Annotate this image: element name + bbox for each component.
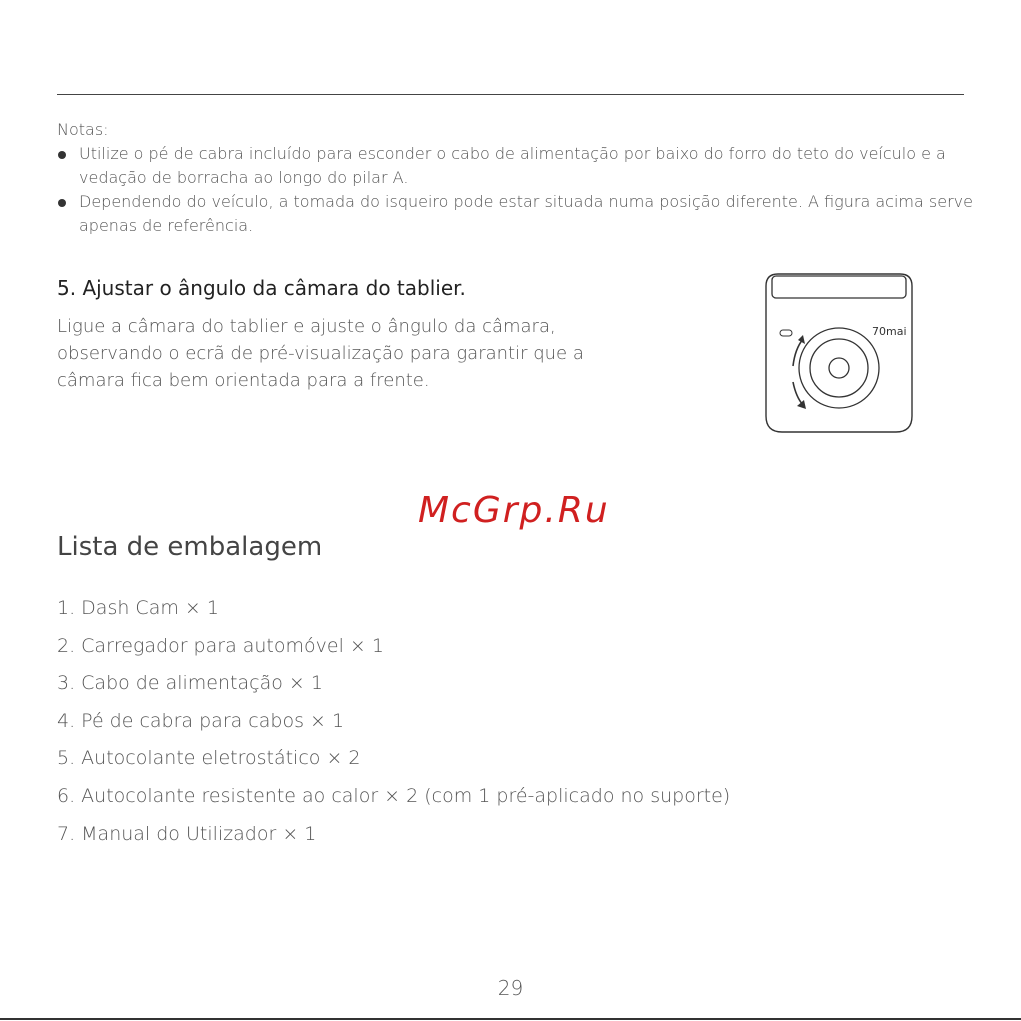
step-title: 5. Ajustar o ângulo da câmara do tablier. <box>57 276 466 300</box>
step-body: Ligue a câmara do tablier e ajuste o ângulo da câmara, observando o ecrã de pré-visualização para garantir que a câmara fica bem orientada para a frente. <box>57 316 584 391</box>
mount-top <box>772 276 906 298</box>
list-item: 4. Pé de cabra para cabos × 1 <box>57 709 345 732</box>
packing-list <box>57 590 730 853</box>
bullet-icon <box>58 151 66 159</box>
lens-middle <box>810 339 868 397</box>
notes-section <box>57 118 977 238</box>
list-item: 3. Cabo de alimentação × 1 <box>57 672 323 695</box>
list-item: 1. Dash Cam × 1 <box>57 597 219 619</box>
list-item: 5. Autocolante eletrostático × 2 <box>57 747 361 770</box>
packing-list-title: Lista de embalagem <box>57 532 323 562</box>
notes-list <box>57 142 977 238</box>
note-text: Utilize o pé de cabra incluído para esconder o cabo de alimentação por baixo do forro do teto do veículo e a vedação de borracha ao longo do pilar A. <box>79 144 946 187</box>
list-item: 6. Autocolante resistente ao calor × 2 (com 1 pré-aplicado no suporte) <box>57 784 731 807</box>
lens-outer <box>799 328 879 408</box>
note-text: Dependendo do veículo, a tomada do isqueiro pode estar situada numa posição diferente. A figura acima serve apenas de referência. <box>79 192 973 235</box>
status-led <box>780 330 792 336</box>
rotate-down-arrow <box>793 382 803 405</box>
note-item <box>57 190 977 238</box>
brand-logo: 70mai <box>872 325 907 338</box>
lens-inner <box>829 358 849 378</box>
note-item <box>57 142 977 190</box>
list-item: 2. Carregador para automóvel × 1 <box>57 634 384 657</box>
bottom-divider <box>0 1018 1021 1020</box>
dash-cam-illustration <box>762 270 916 436</box>
page-number: 29 <box>497 976 524 1000</box>
rotate-up-arrowhead <box>798 335 805 344</box>
top-divider <box>57 94 964 95</box>
notes-title: Notas: <box>57 120 109 139</box>
list-item: 7. Manual do Utilizador × 1 <box>57 822 317 845</box>
rotate-down-arrowhead <box>797 400 806 409</box>
bullet-icon <box>58 199 66 207</box>
watermark-text: McGrp.Ru <box>418 490 610 531</box>
